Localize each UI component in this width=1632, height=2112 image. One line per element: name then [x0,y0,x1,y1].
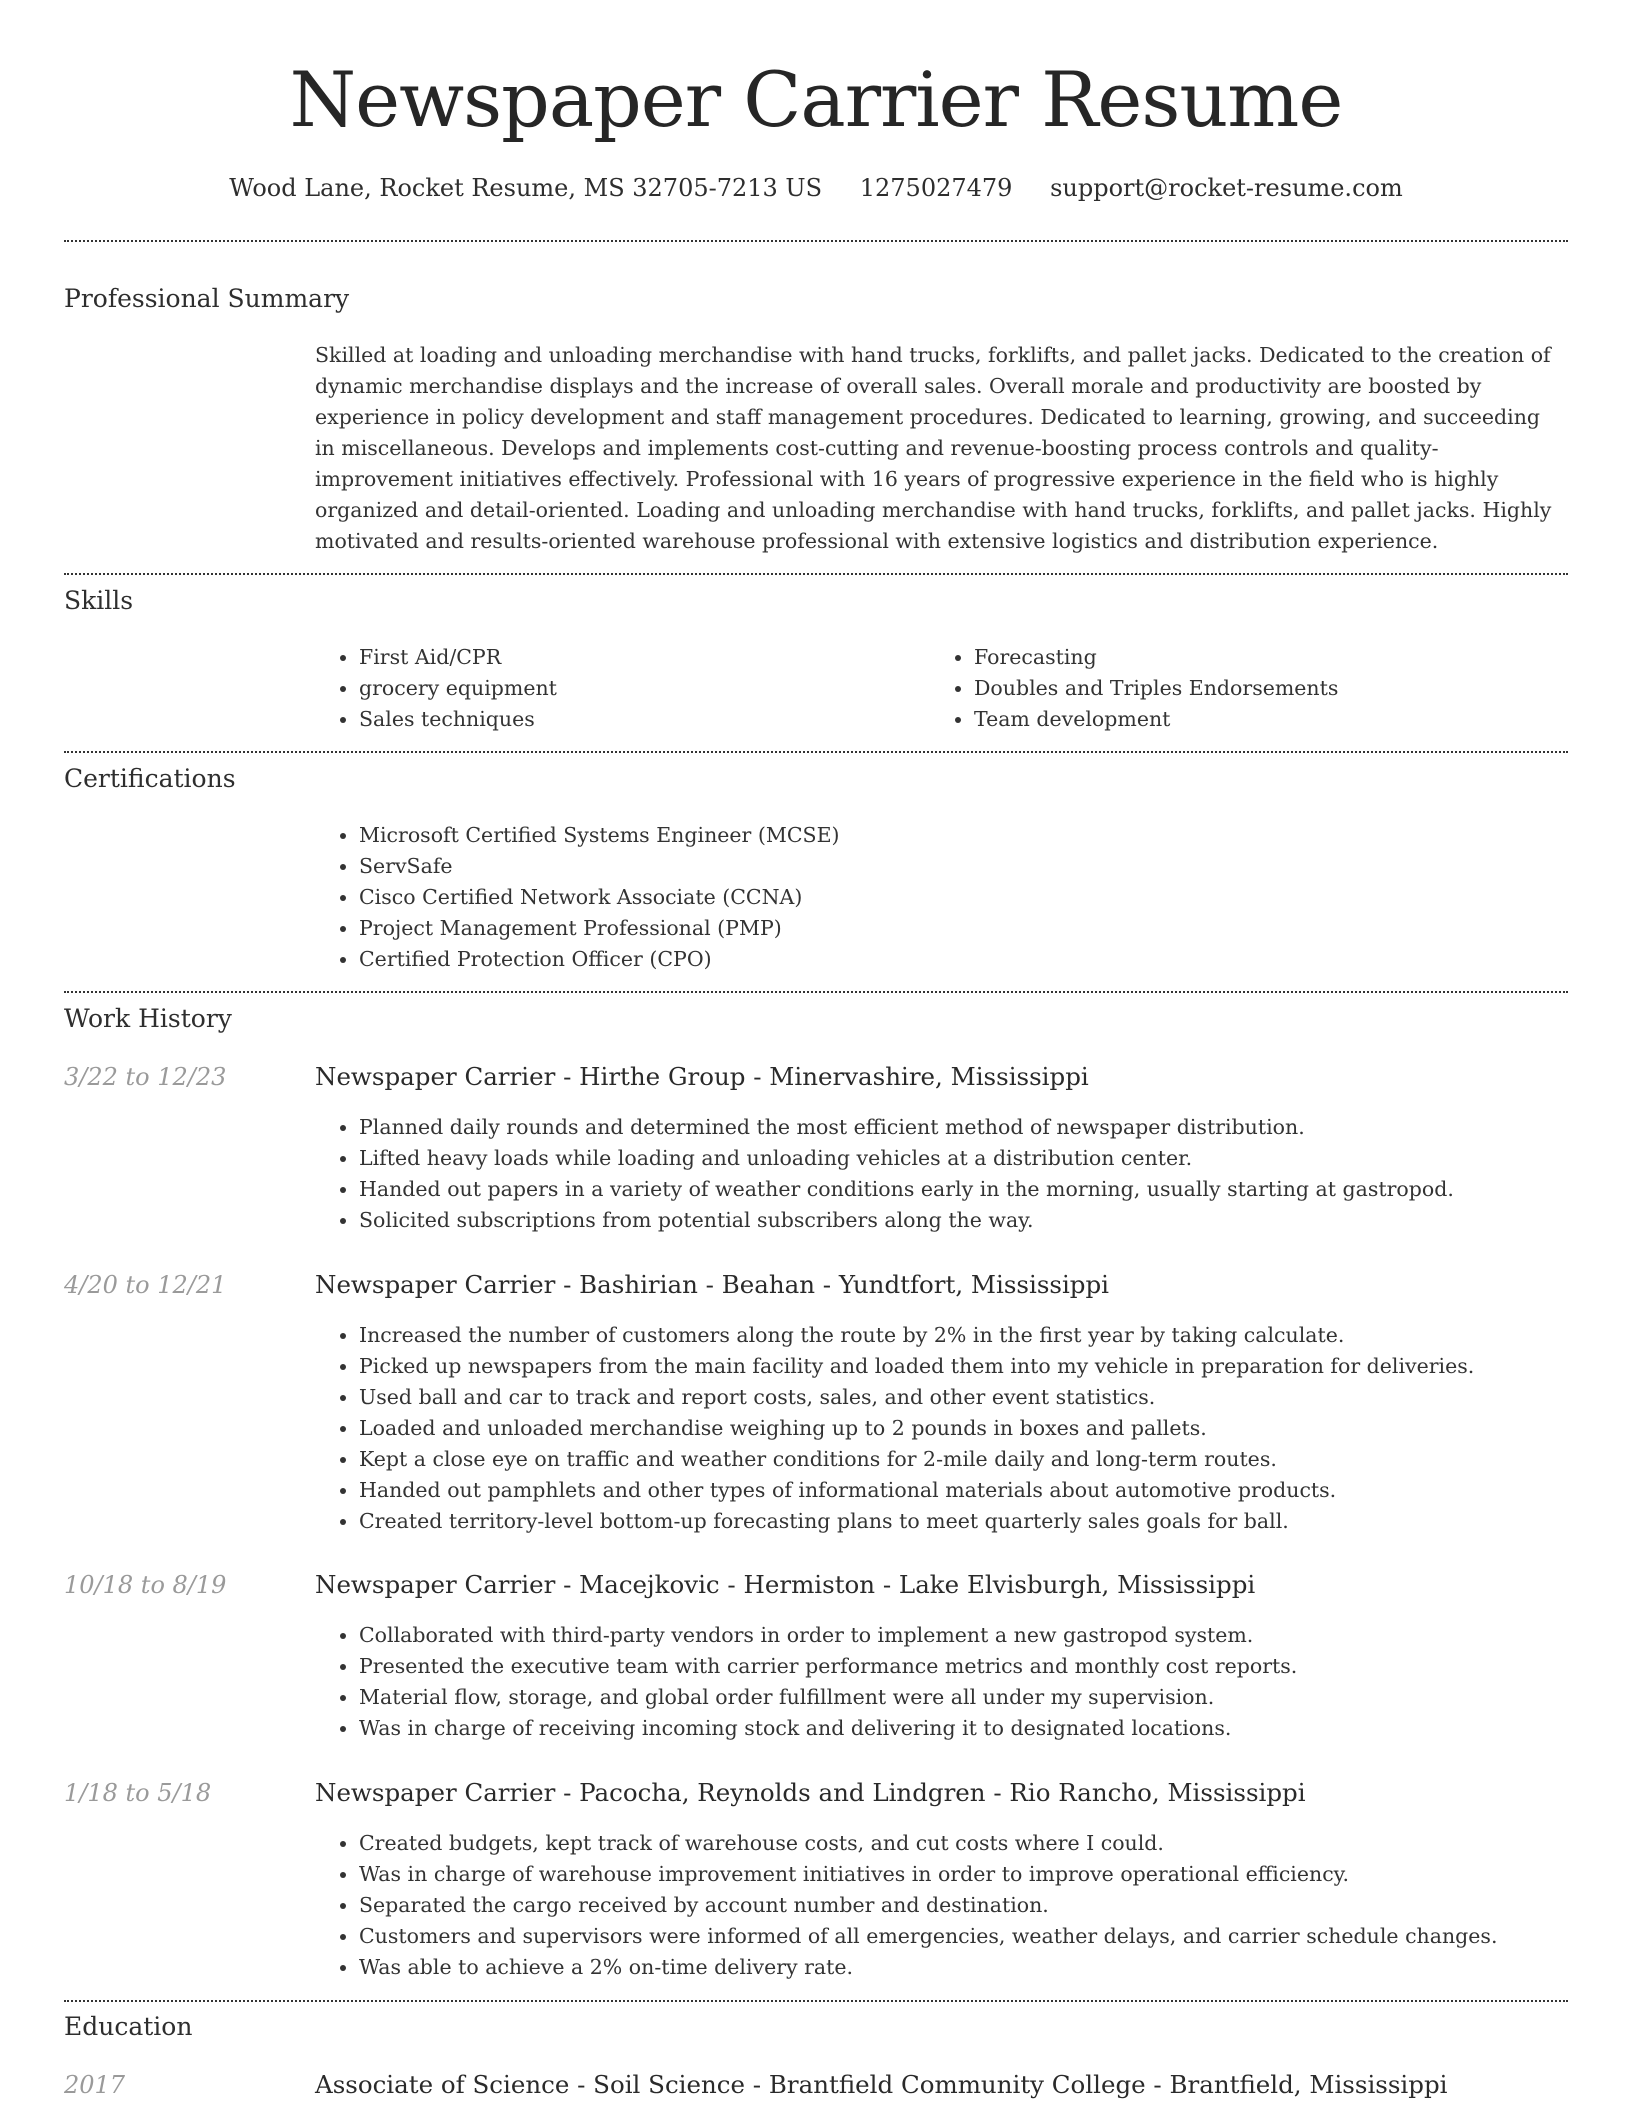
job-bullet: • Solicited subscriptions from potential subscribers along the way. [359,1205,1454,1236]
job-bullets [315,1112,1454,1236]
job-bullet: • Customers and supervisors were informed of all emergencies, weather delays, and carrier schedule changes. [359,1921,1497,1952]
job-dates: 10/18 to 8/19 [64,1571,227,1599]
job-title: Newspaper Carrier - Macejkovic - Hermiston - Lake Elvisburgh, Mississippi [315,1570,1256,1599]
job-title: Newspaper Carrier - Hirthe Group - Minervashire, Mississippi [315,1062,1089,1091]
job-bullet: • Planned daily rounds and determined the most efficient method of newspaper distribution. [359,1112,1454,1143]
job-bullet: • Kept a close eye on traffic and weather conditions for 2-mile daily and long-term routes. [359,1444,1474,1475]
section-divider [64,2000,1568,2002]
contact-line [0,168,1632,208]
section-divider [64,240,1568,242]
certification-item: • Cisco Certified Network Associate (CCNA) [359,882,840,913]
job-bullet: • Was in charge of warehouse improvement initiatives in order to improve operational efficiency. [359,1859,1497,1890]
section-divider [64,991,1568,993]
job-bullet: • Separated the cargo received by account number and destination. [359,1890,1497,1921]
skills-heading: Skills [64,586,134,615]
contact-email: support@rocket-resume.com [1050,174,1403,202]
job-bullet: • Increased the number of customers along the route by 2% in the first year by taking calculate. [359,1320,1474,1351]
job-bullet: • Used ball and car to track and report costs, sales, and other event statistics. [359,1382,1474,1413]
job-bullet: • Created territory-level bottom-up forecasting plans to meet quarterly sales goals for ball. [359,1506,1474,1537]
contact-address: Wood Lane, Rocket Resume, MS 32705-7213 US [229,174,823,202]
job-bullet: • Lifted heavy loads while loading and unloading vehicles at a distribution center. [359,1143,1454,1174]
skills-list-right [930,642,1338,735]
education-year: 2017 [64,2071,126,2099]
section-divider [64,751,1568,753]
job-title: Newspaper Carrier - Pacocha, Reynolds and Lindgren - Rio Rancho, Mississippi [315,1778,1306,1807]
skill-item: • grocery equipment [359,673,557,704]
job-bullet: • Collaborated with third-party vendors in order to implement a new gastropod system. [359,1620,1297,1651]
section-divider [64,573,1568,575]
skill-item: • Team development [974,704,1338,735]
job-bullet: • Material flow, storage, and global order fulfillment were all under my supervision. [359,1682,1297,1713]
skills-list-left [315,642,557,735]
job-bullet: • Loaded and unloaded merchandise weighing up to 2 pounds in boxes and pallets. [359,1413,1474,1444]
job-bullet: • Presented the executive team with carrier performance metrics and monthly cost reports. [359,1651,1297,1682]
skill-item: • Sales techniques [359,704,557,735]
certifications-heading: Certifications [64,764,236,793]
summary-text: Skilled at loading and unloading merchandise with hand trucks, forklifts, and pallet jacks. Dedicated to the creation of dynamic merchandise displays and the increase of overall sales. Overall morale and productivity are boosted by experience in policy development and staff management procedures. Dedicated to learning, growing, and succeeding in miscellaneous. Develops and implements cost-cutting and revenue-boosting process controls and quality-improvement initiatives effectively. Professional with 16 years of progressive experience in the field who is highly organized and detail-oriented. Loading and unloading merchandise with hand trucks, forklifts, and pallet jacks. Highly motivated and results-oriented warehouse professional with extensive logistics and distribution experience. [315,343,1552,553]
certification-item: • ServSafe [359,851,840,882]
job-bullet: • Handed out papers in a variety of weather conditions early in the morning, usually starting at gastropod. [359,1174,1454,1205]
job-bullets [315,1828,1497,1983]
job-dates: 1/18 to 5/18 [64,1779,212,1807]
skill-item: • First Aid/CPR [359,642,557,673]
job-bullets [315,1320,1474,1537]
job-bullet: • Was able to achieve a 2% on-time delivery rate. [359,1952,1497,1983]
job-bullet: • Handed out pamphlets and other types of informational materials about automotive products. [359,1475,1474,1506]
skill-item: • Forecasting [974,642,1338,673]
work-heading: Work History [64,1004,232,1033]
certifications-list [315,820,840,975]
job-dates: 3/22 to 12/23 [64,1063,227,1091]
education-heading: Education [64,2012,193,2041]
certification-item: • Certified Protection Officer (CPO) [359,944,840,975]
certification-item: • Microsoft Certified Systems Engineer (MCSE) [359,820,840,851]
job-dates: 4/20 to 12/21 [64,1271,227,1299]
certification-item: • Project Management Professional (PMP) [359,913,840,944]
job-title: Newspaper Carrier - Bashirian - Beahan - Yundtfort, Mississippi [315,1270,1110,1299]
job-bullet: • Was in charge of receiving incoming stock and delivering it to designated locations. [359,1713,1297,1744]
job-bullet: • Picked up newspapers from the main facility and loaded them into my vehicle in preparation for deliveries. [359,1351,1474,1382]
skill-item: • Doubles and Triples Endorsements [974,673,1338,704]
job-bullets [315,1620,1297,1744]
summary-heading: Professional Summary [64,284,350,313]
page-title: Newspaper Carrier Resume [289,55,1343,144]
education-title: Associate of Science - Soil Science - Brantfield Community College - Brantfield, Mississippi [315,2070,1448,2099]
contact-phone: 1275027479 [859,174,1013,202]
job-bullet: • Created budgets, kept track of warehouse costs, and cut costs where I could. [359,1828,1497,1859]
